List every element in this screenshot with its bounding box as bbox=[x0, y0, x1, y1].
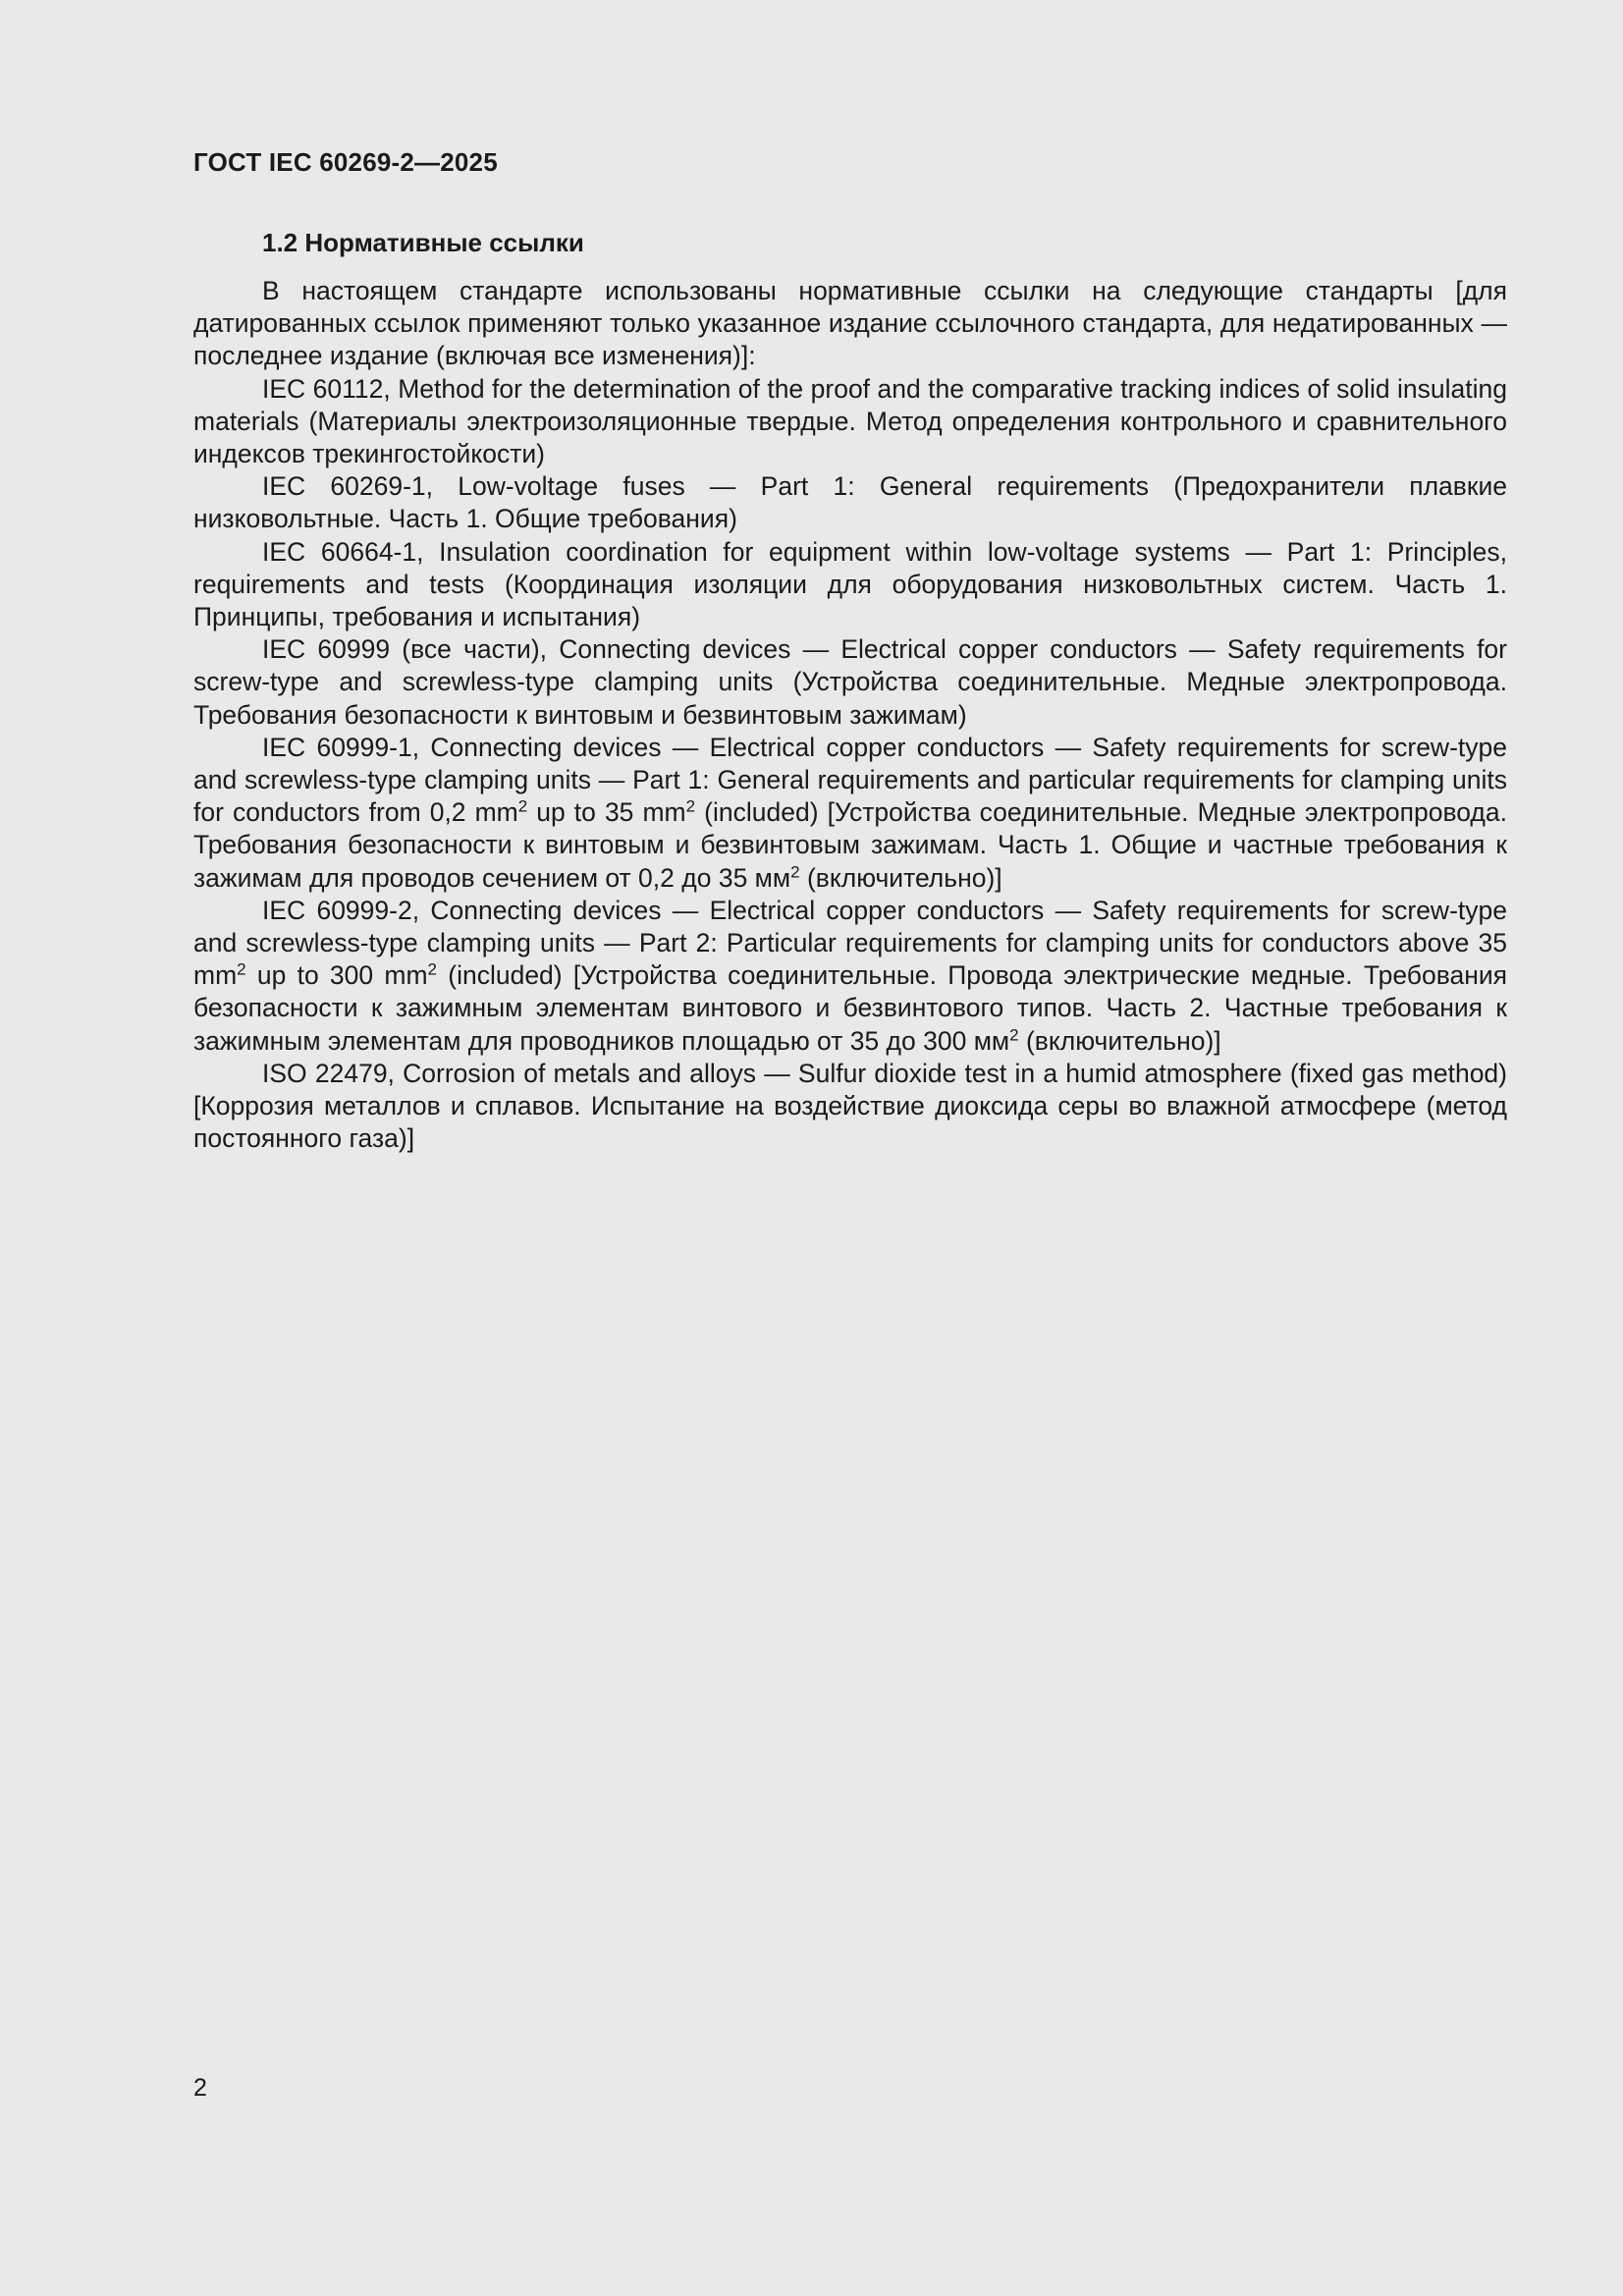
document-header: ГОСТ IEC 60269-2—2025 bbox=[193, 147, 498, 177]
reference-item: ISO 22479, Corrosion of metals and alloys — Sulfur dioxide test in a humid atmosphere (fixed gas method) [Коррозия металлов и сплавов. Испытание на воздействие диоксида серы во влажной атмосфере (метод постоянного газа)] bbox=[193, 1058, 1507, 1154]
section-title: 1.2 Нормативные ссылки bbox=[262, 228, 584, 257]
page-number: 2 bbox=[193, 2074, 207, 2102]
superscript: 2 bbox=[1009, 1025, 1019, 1045]
intro-paragraph: В настоящем стандарте использованы нормативные ссылки на следующие стандарты [для датированных ссылок применяют только указанное издание ссылочного стандарта, для недатированных — последнее издание (включая все изменения)]: bbox=[193, 276, 1507, 371]
section-content bbox=[193, 222, 1507, 1155]
superscript: 2 bbox=[517, 796, 528, 816]
reference-item: IEC 60269-1, Low-voltage fuses — Part 1: General requirements (Предохранители плавкие низковольтные. Часть 1. Общие требования) bbox=[193, 471, 1507, 534]
reference-item: IEC 60112, Method for the determination of the proof and the comparative tracking indices of solid insulating materials (Материалы электроизоляционные твердые. Метод определения контрольного и сравнительного индексов трекингостойкости) bbox=[193, 373, 1507, 469]
superscript: 2 bbox=[237, 959, 246, 979]
reference-item: IEC 60999-2, Connecting devices — Electrical copper conductors — Safety requirements for screw-type and screwless-type clamping units — Part 2: Particular requirements for clamping units for conductors above 35 $mm^2$ up to 300 $mm^2$ (included) [Устройства соединительные. Провода электрические медные. Требования безопасности к зажимным элементам винтового и безвинтового типов. Часть 2. Частные требования к зажимным элементам для проводников площадью от 35 до 300 $мм^2$ (включительно)] bbox=[193, 895, 1507, 1056]
reference-item: IEC 60664-1, Insulation coordination for equipment within low-voltage systems — Part 1: Principles, requirements and tests (Координация изоляции для оборудования низковольтных систем. Часть 1. Принципы, требования и испытания) bbox=[193, 536, 1507, 632]
superscript: 2 bbox=[790, 862, 800, 882]
reference-item: IEC 60999 (все части), Connecting devices — Electrical copper conductors — Safety requirements for screw-type and screwless-type clamping units (Устройства соединительные. Медные электропровода. Требования безопасности к винтовым и безвинтовым зажимам) bbox=[193, 634, 1507, 730]
superscript: 2 bbox=[685, 796, 696, 816]
reference-item: IEC 60999-1, Connecting devices — Electrical copper conductors — Safety requirements for screw-type and screwless-type clamping units — Part 1: General requirements and particular requirements for clamping units for conductors from 0,2 $mm^2$ up to 35 $mm^2$ (included) [Устройства соединительные. Медные электропровода. Требования безопасности к винтовым и безвинтовым зажимам. Часть 1. Общие и частные требования к зажимам для проводов сечением от 0,2 до 35 $мм^2$ (включительно)] bbox=[193, 732, 1507, 893]
superscript: 2 bbox=[427, 959, 438, 979]
